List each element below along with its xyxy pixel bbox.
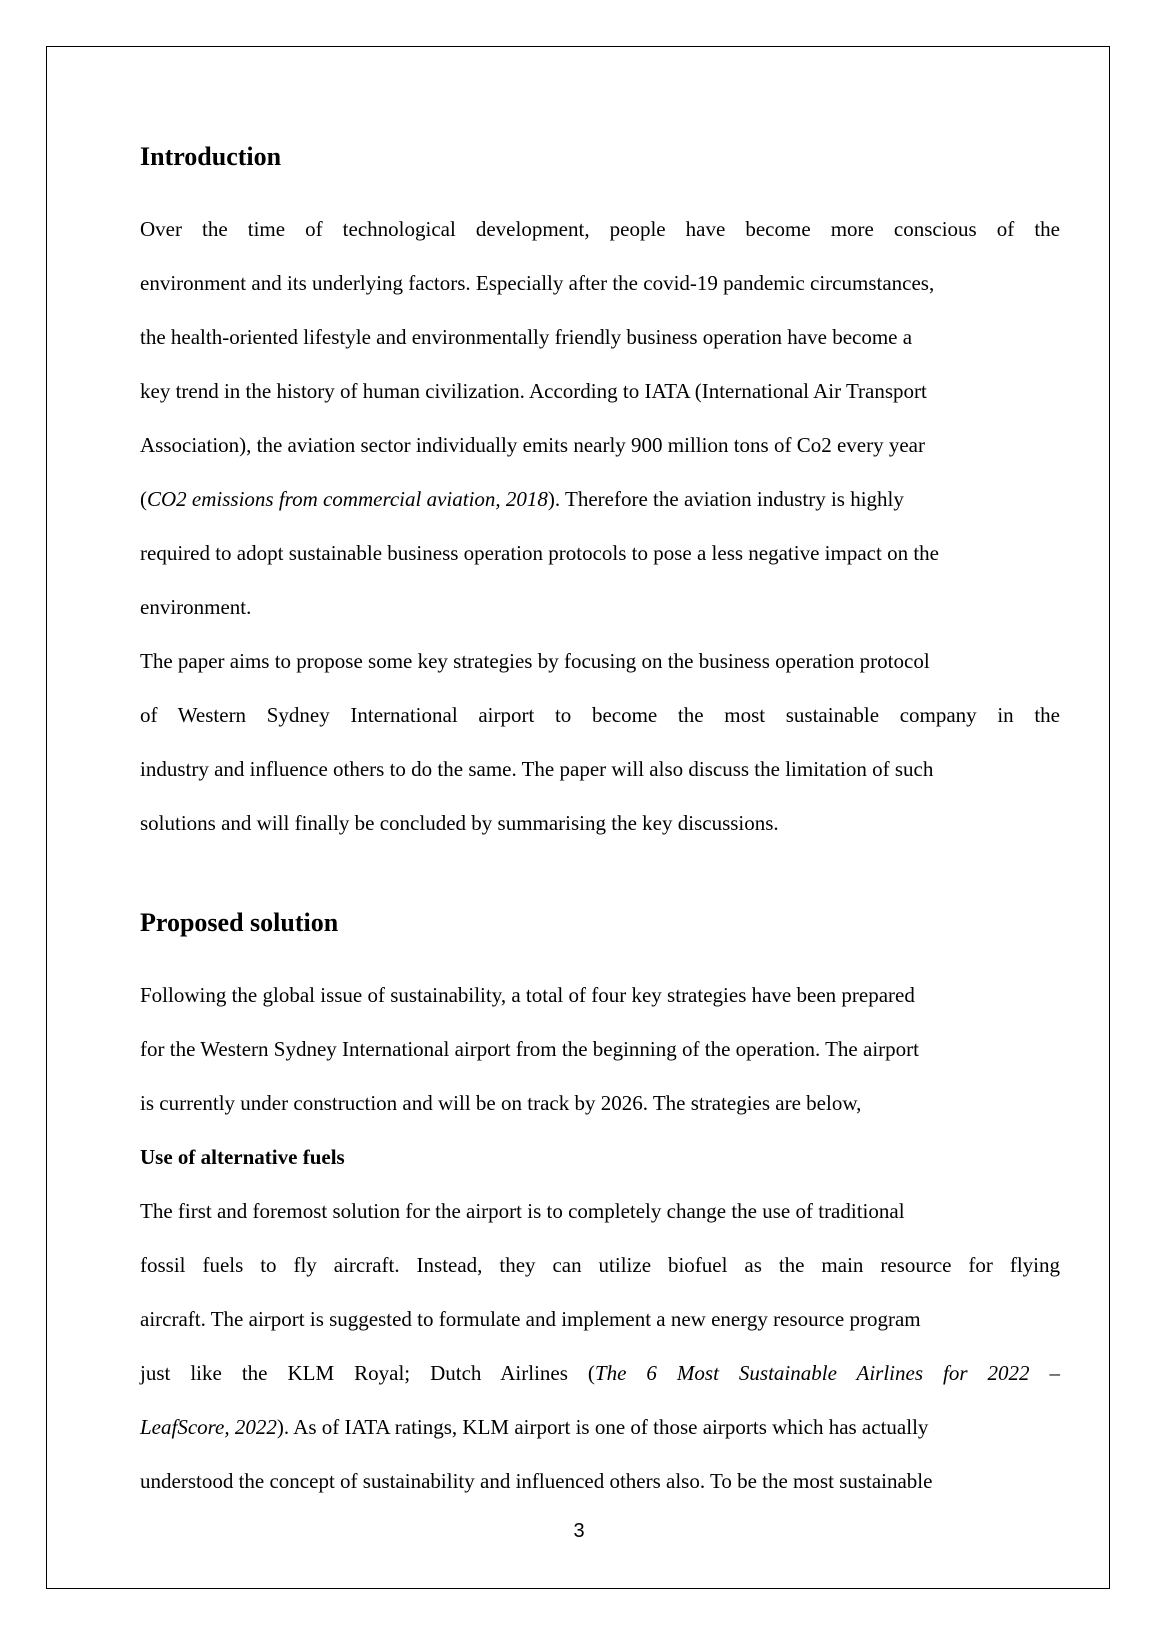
text-line: The paper aims to propose some key strategies by focusing on the business operation protocol: [140, 649, 930, 673]
text-line-with-citation: [140, 1346, 1060, 1400]
text: (: [140, 487, 147, 511]
text-line: required to adopt sustainable business operation protocols to pose a less negative impact on the: [140, 541, 939, 565]
text-line: is currently under construction and will be on track by 2026. The strategies are below,: [140, 1091, 862, 1115]
text-line: aircraft. The airport is suggested to formulate and implement a new energy resource program: [140, 1307, 921, 1331]
fuels-paragraph: [140, 1184, 1060, 1508]
text-line: environment and its underlying factors. Especially after the covid-19 pandemic circumstances,: [140, 271, 935, 295]
text-line: The first and foremost solution for the airport is to completely change the use of traditional: [140, 1199, 905, 1223]
intro-paragraph-1: [140, 202, 1060, 634]
text-line: the health-oriented lifestyle and environmentally friendly business operation have become a: [140, 325, 913, 349]
introduction-heading: Introduction: [140, 142, 282, 171]
intro-paragraph-2: [140, 634, 1060, 850]
alternative-fuels-subheading: Use of alternative fuels: [140, 1145, 345, 1169]
text-line: industry and influence others to do the same. The paper will also discuss the limitation of such: [140, 757, 934, 781]
text: ). Therefore the aviation industry is highly: [547, 487, 904, 511]
proposed-solution-heading: Proposed solution: [140, 908, 339, 937]
document-body: [140, 130, 1060, 1508]
text-line-with-citation: [140, 1400, 1060, 1454]
text-line: solutions and will finally be concluded by summarising the key discussions.: [140, 811, 779, 835]
text-line: of Western Sydney International airport to become the most sustainable company in the: [140, 703, 1060, 727]
text-line: for the Western Sydney International airport from the beginning of the operation. The airport: [140, 1037, 919, 1061]
text-line: key trend in the history of human civilization. According to IATA (International Air Transport: [140, 379, 927, 403]
text-line-with-citation: [140, 472, 1060, 526]
citation: CO2 emissions from commercial aviation, 2018: [147, 487, 548, 511]
text-line: environment.: [140, 595, 252, 619]
citation: LeafScore, 2022: [140, 1415, 277, 1439]
text-line: understood the concept of sustainability and influenced others also. To be the most sustainable: [140, 1469, 933, 1493]
proposed-paragraph: [140, 968, 1060, 1130]
text-line: Following the global issue of sustainability, a total of four key strategies have been prepared: [140, 983, 915, 1007]
text-line: Association), the aviation sector individually emits nearly 900 million tons of Co2 every year: [140, 433, 925, 457]
citation: The 6 Most Sustainable Airlines for 2022 –: [594, 1361, 1060, 1385]
page-number: 3: [573, 1520, 585, 1542]
text-line: fossil fuels to fly aircraft. Instead, they can utilize biofuel as the main resource for flying: [140, 1253, 1060, 1277]
text: ). As of IATA ratings, KLM airport is one of those airports which has actually: [276, 1415, 929, 1439]
text: just like the KLM Royal; Dutch Airlines (: [140, 1361, 595, 1385]
text-line: Over the time of technological development, people have become more conscious of the: [140, 217, 1060, 241]
